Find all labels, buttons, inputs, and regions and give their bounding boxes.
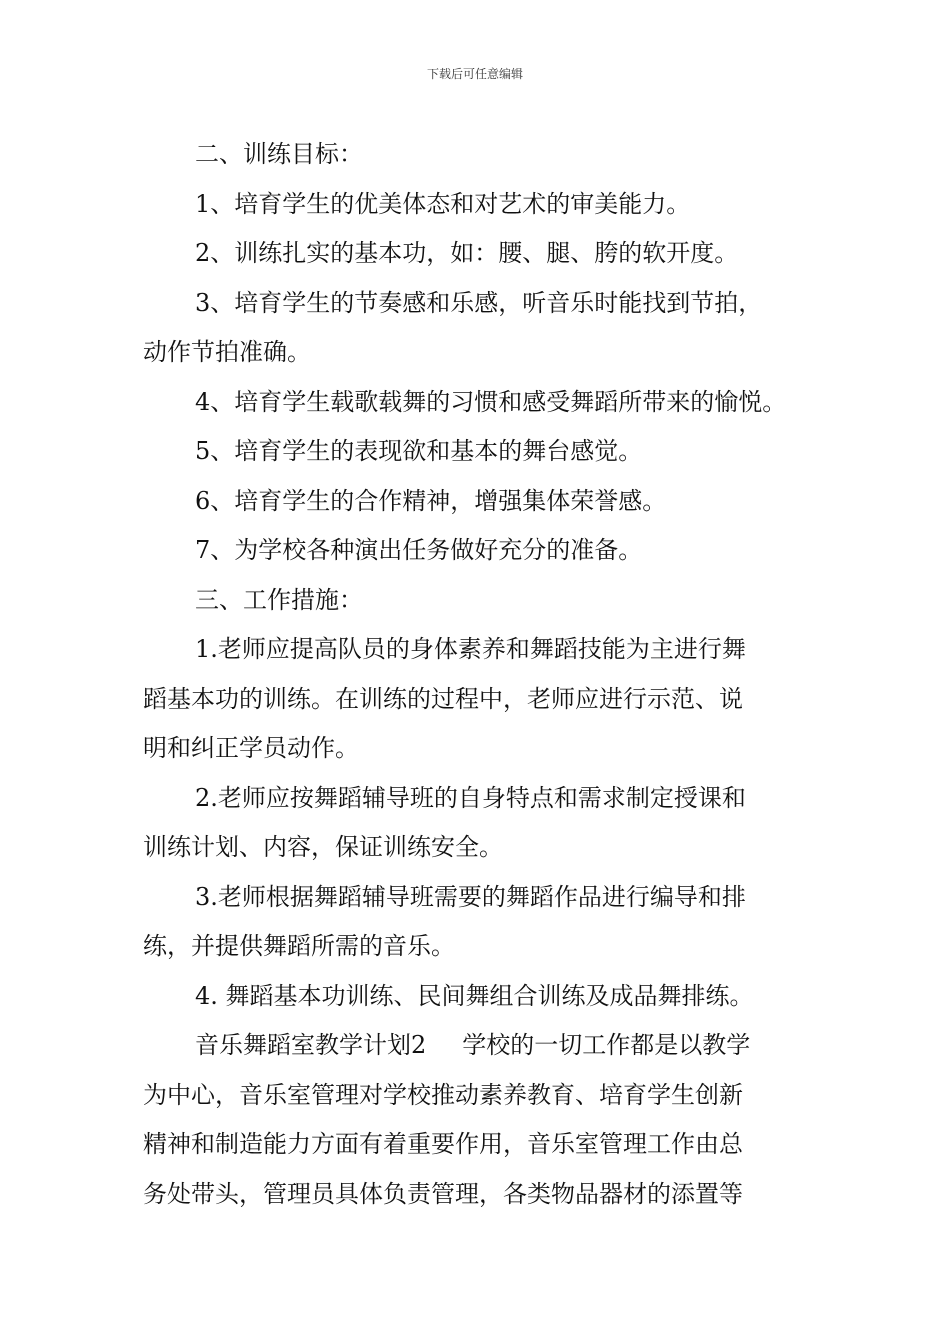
goal-item-7: 7、为学校各种演出任务做好充分的准备。 [195,536,643,564]
goal-item-5: 5、培育学生的表现欲和基本的舞台感觉。 [195,437,643,465]
measure-item-1-line-2: 蹈基本功的训练。在训练的过程中，老师应进行示范、说 [143,684,743,713]
document-body [143,130,811,1219]
measure-item-1-line-1: 1.老师应提高队员的身体素养和舞蹈技能为主进行舞 [195,635,746,663]
plan-2-title: 音乐舞蹈室教学计划2 [195,1031,427,1059]
section-heading-goals: 二、训练目标： [195,140,363,168]
goal-item-1: 1、培育学生的优美体态和对艺术的审美能力。 [195,189,691,218]
goal-item-6: 6、培育学生的合作精神，增强集体荣誉感。 [195,486,667,515]
measure-item-3-line-2: 练，并提供舞蹈所需的音乐。 [143,932,455,960]
goal-item-3-line-2: 动作节拍准确。 [143,338,311,366]
measure-item-3-line-1: 3.老师根据舞蹈辅导班需要的舞蹈作品进行编导和排 [195,882,746,911]
measure-item-2-line-2: 训练计划、内容，保证训练安全。 [143,833,503,861]
goal-item-2: 2、训练扎实的基本功，如：腰、腿、胯的软开度。 [195,239,739,267]
plan-2-line-3: 精神和制造能力方面有着重要作用，音乐室管理工作由总 [143,1130,743,1158]
plan-2-first-line [143,1021,811,1071]
page-header: 下载后可任意编辑 [426,67,523,81]
plan-2-intro-start: 学校的一切工作都是以教学 [462,1031,751,1059]
goal-item-3-line-1: 3、培育学生的节奏感和乐感，听音乐时能找到节拍， [195,288,763,317]
measure-item-4: 4. 舞蹈基本功训练、民间舞组合训练及成品舞排练。 [195,981,754,1010]
plan-2-line-4: 务处带头，管理员具体负责管理，各类物品器材的添置等 [143,1179,743,1208]
measure-item-1-line-3: 明和纠正学员动作。 [143,734,359,762]
plan-2-line-2: 为中心，音乐室管理对学校推动素养教育、培育学生创新 [143,1080,743,1109]
measure-item-2-line-1: 2.老师应按舞蹈辅导班的自身特点和需求制定授课和 [195,783,746,812]
section-heading-measures: 三、工作措施： [195,585,363,614]
goal-item-4: 4、培育学生载歌载舞的习惯和感受舞蹈所带来的愉悦。 [195,387,787,416]
